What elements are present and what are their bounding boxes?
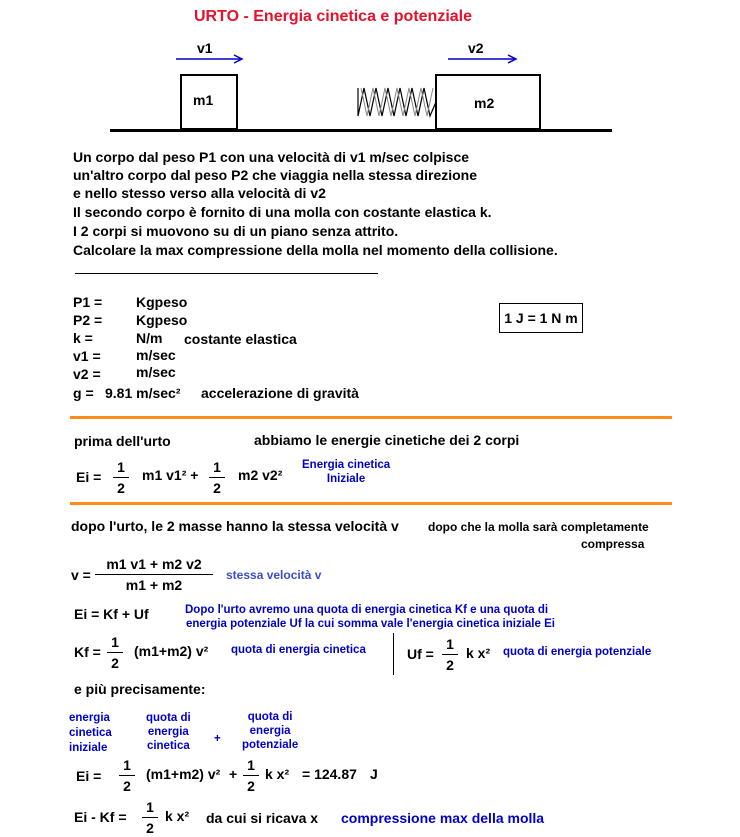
uf-term: k x² [466, 645, 491, 661]
half-fraction [119, 757, 135, 794]
label-line: cinetica [69, 727, 112, 739]
final-kinetic-term: (m1+m2) v² [146, 766, 221, 782]
label-line: energia [69, 712, 110, 724]
problem-line: un'altro corpo dal peso P2 che viaggia nella stessa direzione [73, 167, 478, 183]
k-unit: N/m [136, 330, 163, 346]
initial-energy-note [302, 458, 390, 486]
vertical-divider [393, 633, 394, 675]
v2-label: v2 [468, 40, 484, 56]
kf-note: quota di energia cinetica [231, 644, 366, 656]
joule-box-text: 1 J = 1 N m [504, 310, 578, 326]
ground-line [110, 129, 612, 132]
half-fraction [243, 757, 259, 794]
fraction-denominator: 2 [117, 480, 125, 496]
fraction-denominator: 2 [213, 480, 221, 496]
p2-label: P2 = [73, 312, 103, 328]
fraction-denominator: 2 [111, 655, 119, 671]
v1-label: v1 [197, 40, 213, 56]
m1-label: m1 [193, 92, 214, 108]
fraction-numerator: 1 [213, 459, 221, 475]
fraction-bar [209, 477, 225, 478]
kf-equals: Kf = [74, 644, 101, 660]
half-fraction [113, 459, 129, 496]
fraction-numerator: 1 [446, 636, 454, 652]
problem-line: I 2 corpi si muovono su di un piano senza attrito. [73, 223, 399, 239]
kinetic-term-1: m1 v1² + [142, 467, 199, 483]
fraction-numerator: 1 [123, 757, 131, 773]
label-line: quota di [146, 712, 191, 724]
k-label: k = [73, 330, 93, 346]
label-line: cinetica [146, 740, 190, 752]
kf-term: (m1+m2) v² [134, 643, 209, 659]
label-line: potenziale [242, 739, 299, 751]
energy-balance: Ei = Kf + Uf [74, 606, 149, 622]
velocity-numerator: m1 v1 + m2 v2 [106, 556, 202, 572]
half-fraction [442, 636, 458, 673]
m2-label: m2 [474, 95, 495, 111]
note-line: Energia cinetica [302, 459, 391, 471]
v2-unit: m/sec [136, 364, 176, 380]
initial-energy-label [69, 711, 112, 756]
p1-unit: Kgpeso [136, 294, 188, 310]
fraction-bar [243, 775, 259, 776]
fraction-numerator: 1 [111, 634, 119, 650]
uf-equals: Uf = [407, 646, 434, 662]
final-unit: J [370, 766, 378, 782]
final-ei-equals: Ei = [76, 768, 102, 784]
plus-label: + [214, 733, 221, 745]
energy-balance-note [185, 603, 555, 631]
diff-equals: Ei - Kf = [74, 809, 127, 825]
after-label: dopo l'urto, le 2 masse hanno la stessa velocità v [71, 518, 399, 534]
page-title: URTO - Energia cinetica e potenziale [194, 8, 472, 25]
v2-data-label: v2 = [73, 366, 101, 382]
fraction-numerator: 1 [247, 757, 255, 773]
orange-divider [70, 502, 672, 505]
result-note: compressione max della molla [341, 810, 545, 826]
fraction-denominator: 2 [123, 778, 131, 794]
fraction-bar [442, 654, 458, 655]
velocity-fraction [95, 556, 213, 593]
final-value: = 124.87 [302, 766, 357, 782]
kinetic-term-2: m2 v2² [238, 467, 283, 483]
v2-arrow-icon [448, 53, 520, 65]
g-label: g = [73, 385, 94, 401]
before-desc: abbiamo le energie cinetiche dei 2 corpi [254, 432, 520, 448]
before-label: prima dell'urto [74, 433, 171, 449]
v1-arrow-icon [176, 53, 246, 65]
fraction-bar [95, 574, 213, 575]
fraction-denominator: 2 [146, 820, 154, 836]
v1-data-label: v1 = [73, 348, 101, 364]
label-line: iniziale [69, 742, 108, 754]
note-line: Dopo l'urto avremo una quota di energia cinetica Kf e una quota di [185, 604, 549, 616]
diff-term: k x² [165, 808, 190, 824]
fraction-numerator: 1 [117, 459, 125, 475]
fraction-bar [119, 775, 135, 776]
separator-line [75, 273, 378, 274]
problem-line: Calcolare la max compressione della molla nel momento della collisione. [73, 242, 558, 258]
p1-label: P1 = [73, 294, 103, 310]
note-line: energia potenziale Uf la cui somma vale l'energia cinetica iniziale Ei [186, 618, 555, 630]
fraction-denominator: 2 [446, 657, 454, 673]
velocity-denominator: m1 + m2 [125, 577, 183, 593]
fraction-bar [107, 652, 123, 653]
fraction-numerator: 1 [146, 799, 154, 815]
final-potential-term: k x² [265, 766, 290, 782]
ricava-text: da cui si ricava x [206, 810, 319, 826]
note-line: Iniziale [326, 473, 366, 485]
fraction-denominator: 2 [247, 778, 255, 794]
after-note: compressa [581, 537, 645, 551]
ei-initial-label: Ei = [76, 469, 102, 485]
orange-divider [70, 416, 672, 419]
potential-quota-label [242, 710, 298, 752]
v1-unit: m/sec [136, 347, 176, 363]
g-note: accelerazione di gravità [201, 385, 359, 401]
half-fraction [209, 459, 225, 496]
uf-note: quota di energia potenziale [503, 646, 652, 658]
precise-label: e più precisamente: [74, 681, 206, 697]
spring-icon [356, 84, 438, 120]
problem-line: Il secondo corpo è fornito di una molla con costante elastica k. [73, 204, 492, 220]
label-line: energia [249, 725, 291, 737]
half-fraction [142, 799, 158, 836]
g-value: 9.81 m/sec² [105, 385, 181, 401]
v-equals: v = [71, 567, 91, 583]
fraction-bar [142, 817, 158, 818]
after-note: dopo che la molla sarà completamente [428, 520, 649, 534]
final-plus: + [229, 766, 238, 782]
k-note: costante elastica [184, 331, 297, 347]
fraction-bar [113, 477, 129, 478]
kinetic-quota-label [146, 711, 191, 753]
label-line: energia [147, 726, 189, 738]
p2-unit: Kgpeso [136, 312, 188, 328]
joule-box [499, 303, 583, 333]
label-line: quota di [247, 711, 293, 723]
problem-line: Un corpo dal peso P1 con una velocità di v1 m/sec colpisce [73, 149, 470, 165]
problem-line: e nello stesso verso alla velocità di v2 [73, 185, 326, 201]
half-fraction [107, 634, 123, 671]
velocity-note: stessa velocità v [226, 568, 322, 582]
